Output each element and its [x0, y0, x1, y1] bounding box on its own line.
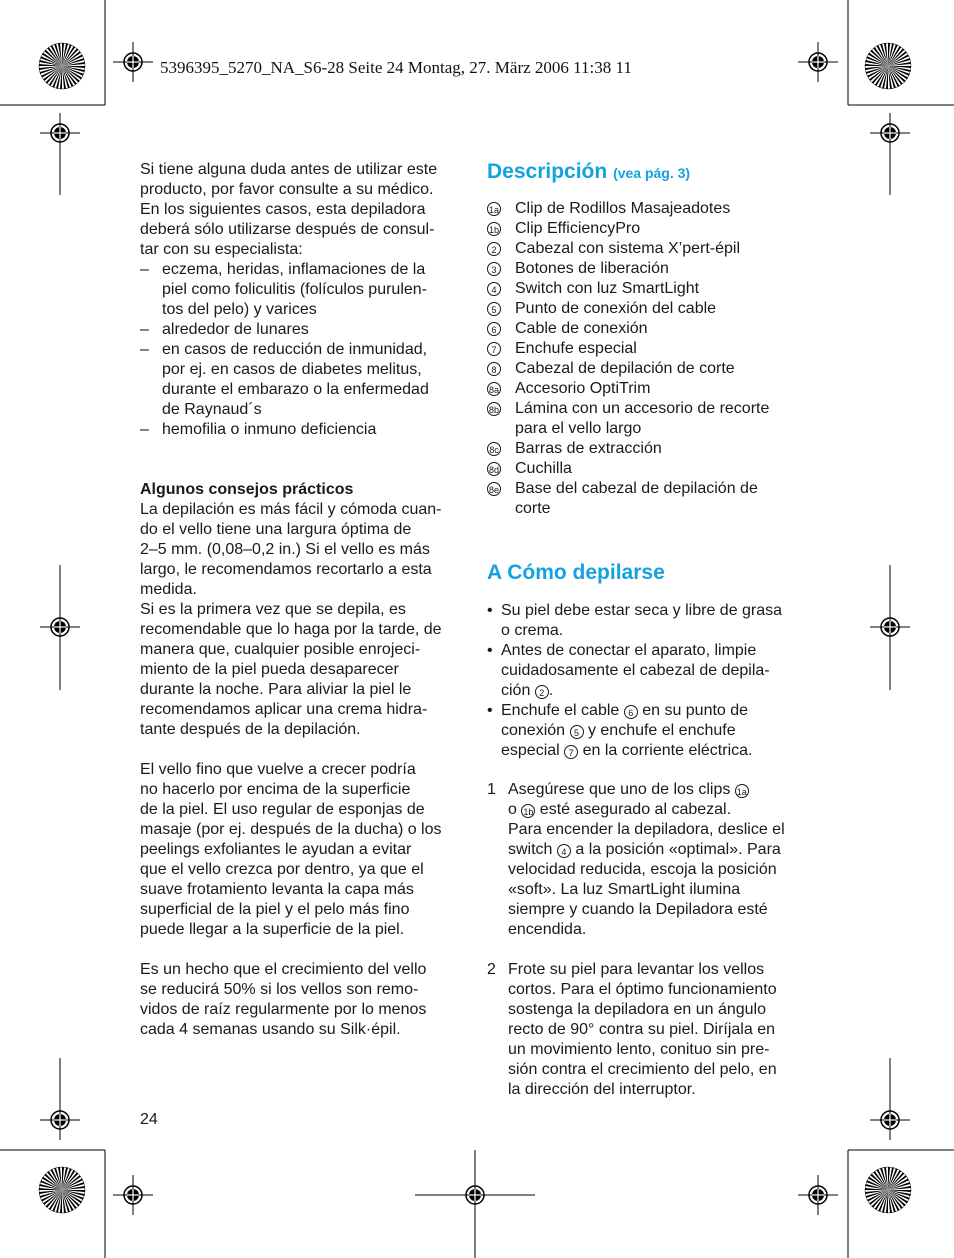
- text-line: largo, le recomendamos recortarlo a esta: [140, 561, 432, 578]
- part-item: [487, 219, 817, 239]
- text-line: En los siguientes casos, esta depiladora: [140, 201, 426, 218]
- bullet-item: [487, 601, 817, 641]
- text-line: puede llegar a la superficie de la piel.: [140, 921, 405, 938]
- text-line: superficial de la piel y el pelo más fino: [140, 901, 410, 918]
- text-line: vidos de raíz regularmente por lo menos: [140, 1001, 427, 1018]
- text-line: ción 2 .: [501, 682, 554, 699]
- text-line: especial 7 en la corriente eléctrica.: [501, 742, 753, 759]
- callout-number: 3: [487, 262, 501, 276]
- callout-number: 6: [487, 322, 501, 336]
- prep-bullets: [487, 601, 817, 761]
- callout-number: 1a: [487, 202, 501, 216]
- text-line: do el vello tiene una largura óptima de: [140, 521, 412, 538]
- callout-number: 5: [570, 725, 584, 739]
- text-line: cortos. Para el óptimo funcionamiento: [508, 981, 777, 998]
- text-line: siempre y cuando la Depiladora esté: [508, 901, 768, 918]
- text-line: switch 4 a la posición «optimal». Para: [508, 841, 781, 858]
- description-heading: [487, 160, 817, 185]
- callout-number: 8d: [487, 462, 501, 476]
- page-reference: (vea pág. 3): [613, 165, 691, 181]
- bullet-mark: •: [487, 602, 493, 619]
- text-line: masaje (por ej. después de la ducha) o los: [140, 821, 442, 838]
- text-line: o 1b esté asegurado al cabezal.: [508, 801, 732, 818]
- text-line: velocidad reducida, escoja la posición: [508, 861, 777, 878]
- left-column: [140, 160, 470, 1040]
- part-item: [487, 399, 817, 439]
- tips-paragraph-2: [140, 600, 470, 740]
- text-line: Clip EfficiencyPro: [515, 220, 641, 237]
- text-line: producto, por favor consulte a su médico.: [140, 181, 434, 198]
- callout-number: 1a: [735, 784, 749, 798]
- part-item: [487, 319, 817, 339]
- right-column: [487, 160, 817, 1100]
- tips-paragraph-1: [140, 500, 470, 600]
- callout-number: 7: [564, 745, 578, 759]
- part-item: [487, 439, 817, 459]
- text-line: por ej. en casos de diabetes melitus,: [162, 361, 422, 378]
- condition-item: [140, 420, 470, 440]
- text-line: cada 4 semanas usando su Silk·épil.: [140, 1021, 401, 1038]
- text-line: piel como foliculitis (folículos purulen-: [162, 281, 427, 298]
- bullet-item: [487, 641, 817, 701]
- text-line: Cable de conexión: [515, 320, 648, 337]
- tips-title: Algunos consejos prácticos: [140, 481, 354, 498]
- print-slug: 5396395_5270_NA_S6-28 Seite 24 Montag, 27. März 2006 11:38 11: [160, 58, 632, 77]
- text-line: – alrededor de lunares: [162, 321, 309, 338]
- text-line: recomendamos aplicar una crema hidra-: [140, 701, 428, 718]
- bullet-mark: •: [487, 642, 493, 659]
- text-line: tar con su especialista:: [140, 241, 303, 258]
- text-line: Barras de extracción: [515, 440, 662, 457]
- callout-number: 6: [624, 705, 638, 719]
- tips-paragraph-3: [140, 760, 470, 940]
- part-item: [487, 459, 817, 479]
- text-line: de Raynaud´s: [162, 401, 262, 418]
- text-line: 2–5 mm. (0,08–0,2 in.) Si el vello es más: [140, 541, 430, 558]
- callout-number: 5: [487, 302, 501, 316]
- text-line: – eczema, heridas, inflamaciones de la: [162, 261, 426, 278]
- tips-paragraph-4: [140, 960, 470, 1040]
- text-line: sostenga la depiladora en un ángulo: [508, 1001, 766, 1018]
- part-item: [487, 299, 817, 319]
- part-item: [487, 379, 817, 399]
- callout-number: 1b: [487, 222, 501, 236]
- text-line: se reducirá 50% si los vellos son remo-: [140, 981, 419, 998]
- text-line: durante la noche. Para aliviar la piel le: [140, 681, 412, 698]
- text-line: Punto de conexión del cable: [515, 300, 717, 317]
- step-number: 1: [487, 781, 496, 798]
- text-line: – hemofilia o inmuno deficiencia: [162, 421, 377, 438]
- callout-number: 4: [487, 282, 501, 296]
- condition-item: [140, 320, 470, 340]
- condition-list: [140, 260, 470, 440]
- text-line: manera que, cualquier posible enrojeci-: [140, 641, 421, 658]
- callout-number: 2: [535, 685, 549, 699]
- callout-number: 2: [487, 242, 501, 256]
- callout-number: 8b: [487, 402, 501, 416]
- text-line: Base del cabezal de depilación de: [515, 480, 758, 497]
- text-line: o crema.: [501, 622, 564, 639]
- part-item: [487, 279, 817, 299]
- intro-paragraph: [140, 160, 470, 260]
- text-line: Cuchilla: [515, 460, 572, 477]
- description-title: Descripción: [487, 160, 608, 183]
- parts-list: [487, 199, 817, 519]
- text-line: Botones de liberación: [515, 260, 669, 277]
- condition-item: [140, 260, 470, 320]
- bullet-mark: •: [487, 702, 493, 719]
- how-to-heading: A Cómo depilarse: [487, 561, 665, 584]
- callout-number: 8a: [487, 382, 501, 396]
- text-line: «soft». La luz SmartLight ilumina: [508, 881, 741, 898]
- text-line: recomendable que lo haga por la tarde, de: [140, 621, 442, 638]
- part-item: [487, 199, 817, 219]
- part-item: [487, 359, 817, 379]
- text-line: Switch con luz SmartLight: [515, 280, 700, 297]
- step-number: 2: [487, 961, 496, 978]
- text-line: que el vello crezca por dentro, ya que el: [140, 861, 424, 878]
- text-line: deberá sólo utilizarse después de consul-: [140, 221, 435, 238]
- step-1: [487, 780, 817, 940]
- text-line: un movimiento lento, conituo sin pre-: [508, 1041, 770, 1058]
- part-item: [487, 239, 817, 259]
- callout-number: 4: [557, 844, 571, 858]
- text-line: Accesorio OptiTrim: [515, 380, 651, 397]
- page-number: 24: [140, 1111, 158, 1128]
- text-line: Cabezal de depilación de corte: [515, 360, 735, 377]
- text-line: cuidadosamente el cabezal de depila-: [501, 662, 770, 679]
- text-line: corte: [515, 500, 551, 517]
- callout-number: 8e: [487, 482, 501, 496]
- callout-number: 1b: [521, 804, 535, 818]
- text-line: Enchufe el cable 6 en su punto de: [501, 702, 749, 719]
- text-line: – en casos de reducción de inmunidad,: [162, 341, 428, 358]
- text-line: medida.: [140, 581, 197, 598]
- callout-number: 8c: [487, 442, 501, 456]
- condition-item: [140, 340, 470, 420]
- part-item: [487, 479, 817, 519]
- text-line: Frote su piel para levantar los vellos: [508, 961, 765, 978]
- text-line: Si tiene alguna duda antes de utilizar este: [140, 161, 438, 178]
- text-line: Cabezal con sistema X’pert-épil: [515, 240, 740, 257]
- text-line: tos del pelo) y varices: [162, 301, 317, 318]
- text-line: Para encender la depiladora, deslice el: [508, 821, 785, 838]
- text-line: recto de 90° contra su piel. Diríjala en: [508, 1021, 775, 1038]
- text-line: para el vello largo: [515, 420, 642, 437]
- bullet-item: [487, 701, 817, 761]
- text-line: Clip de Rodillos Masajeadotes: [515, 200, 731, 217]
- callout-number: 8: [487, 362, 501, 376]
- text-line: sión contra el crecimiento del pelo, en: [508, 1061, 777, 1078]
- text-line: El vello fino que vuelve a crecer podría: [140, 761, 416, 778]
- text-line: Su piel debe estar seca y libre de grasa: [501, 602, 783, 619]
- part-item: [487, 259, 817, 279]
- text-line: conexión 5 y enchufe el enchufe: [501, 722, 736, 739]
- text-line: Asegúrese que uno de los clips 1a: [508, 781, 747, 798]
- text-line: durante el embarazo o la enfermedad: [162, 381, 429, 398]
- text-line: Es un hecho que el crecimiento del vello: [140, 961, 427, 978]
- text-line: la dirección del interruptor.: [508, 1081, 696, 1098]
- part-item: [487, 339, 817, 359]
- text-line: peelings exfoliantes le ayudan a evitar: [140, 841, 412, 858]
- text-line: Enchufe especial: [515, 340, 637, 357]
- text-line: suave frotamiento levanta la capa más: [140, 881, 414, 898]
- text-line: La depilación es más fácil y cómoda cuan-: [140, 501, 442, 518]
- text-line: Antes de conectar el aparato, limpie: [501, 642, 757, 659]
- callout-number: 7: [487, 342, 501, 356]
- step-2: [487, 960, 817, 1100]
- text-line: Si es la primera vez que se depila, es: [140, 601, 406, 618]
- text-line: no hacerlo por encima de la superficie: [140, 781, 411, 798]
- text-line: Lámina con un accesorio de recorte: [515, 400, 770, 417]
- text-line: tante después de la depilación.: [140, 721, 361, 738]
- text-line: encendida.: [508, 921, 587, 938]
- text-line: de la piel. El uso regular de esponjas de: [140, 801, 425, 818]
- text-line: miento de la piel pueda desaparecer: [140, 661, 399, 678]
